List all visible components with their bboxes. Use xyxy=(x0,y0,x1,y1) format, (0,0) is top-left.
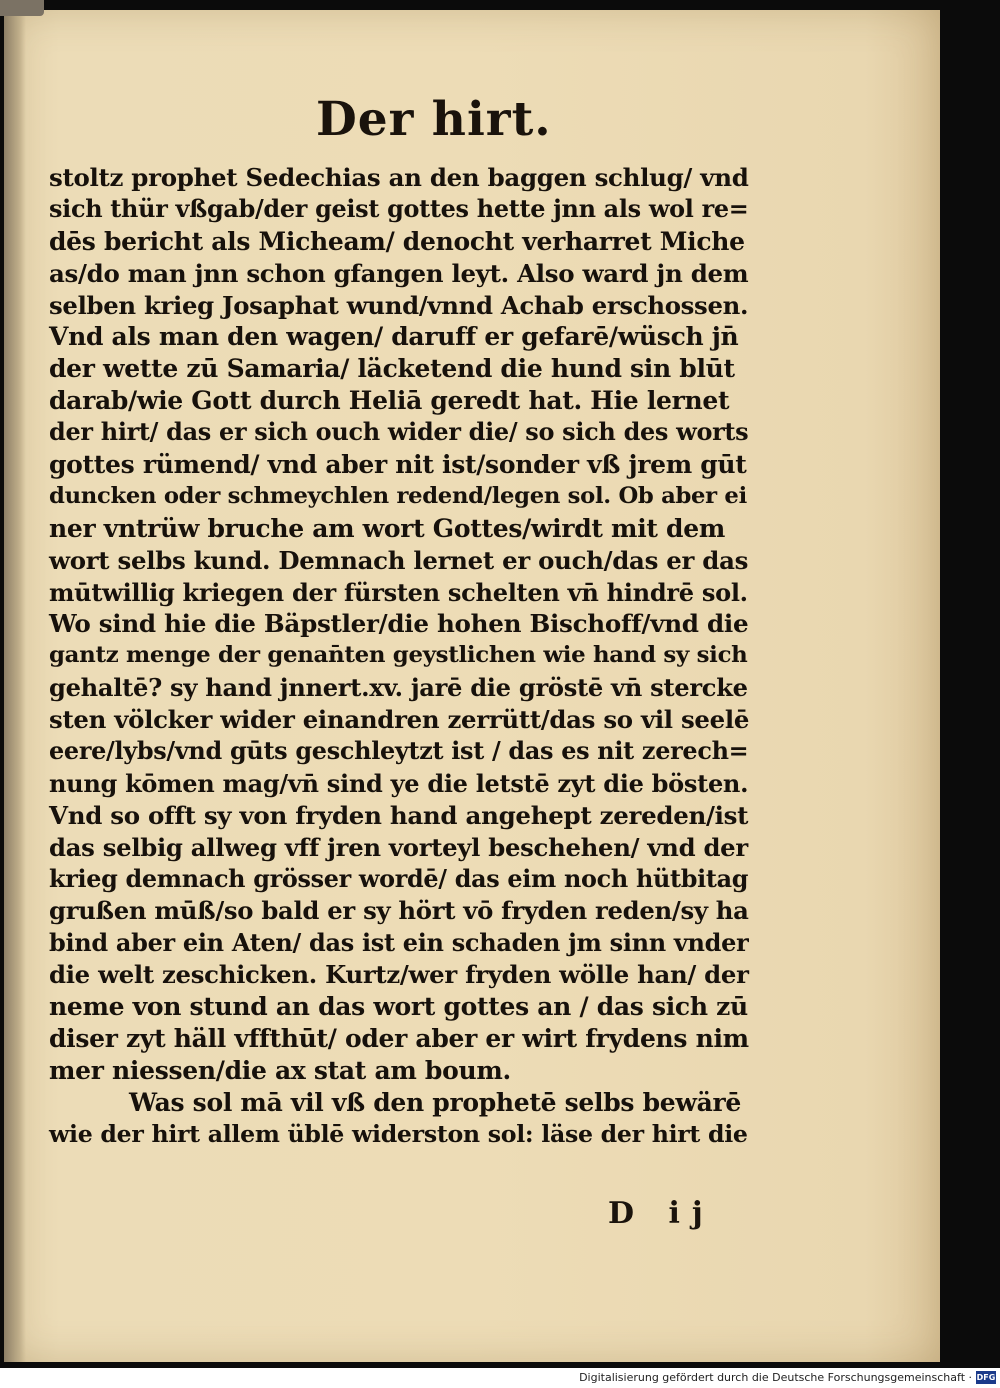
funding-credit: Digitalisierung gefördert durch die Deutsche Forschungsgemeinschaft · xyxy=(579,1371,972,1384)
dfg-logo-icon: DFG xyxy=(976,1373,996,1382)
text-line: bind aber ein Aten/ das ist ein schaden jm sinn vnder xyxy=(49,928,749,958)
book-page xyxy=(4,10,940,1362)
text-line: neme von stund an das wort gottes an / das sich zū xyxy=(49,992,748,1022)
text-line: diser zyt häll vffthūt/ oder aber er wirt frydens nim xyxy=(49,1024,749,1054)
text-line: mūtwillig kriegen der fürsten schelten vn̄ hindrē sol. xyxy=(49,577,748,607)
text-line: Vnd so offt sy von fryden hand angehept zereden/ist xyxy=(49,800,749,830)
text-line: Vnd als man den wagen/ daruff er gefarē/wüsch jn̄ xyxy=(49,322,739,352)
text-line: darab/wie Gott durch Heliā geredt hat. Hie lernet xyxy=(49,386,730,416)
text-line: wort selbs kund. Demnach lernet er ouch/das er das xyxy=(49,545,749,575)
text-line: Was sol mā vil vß den prophetē selbs bewärē xyxy=(129,1087,741,1117)
text-line: as/do man jnn schon gfangen leyt. Also ward jn dem xyxy=(49,258,749,288)
text-line: gottes rümend/ vnd aber nit ist/sonder vß jrem gūt xyxy=(49,450,747,480)
body-text xyxy=(49,162,749,1151)
text-line: das selbig allweg vff jren vorteyl beschehen/ vnd der xyxy=(49,832,748,862)
text-line: krieg demnach grösser wordē/ das eim noch hütbitag xyxy=(49,864,749,893)
scan-corner-tab xyxy=(0,0,44,16)
text-line: stoltz prophet Sedechias an den baggen schlug/ vnd xyxy=(49,163,749,192)
text-line: eere/lybs/vnd gūts geschleytzt ist / das es nit zerech= xyxy=(49,737,749,766)
text-line: gehaltē? sy hand jnnert.xv. jarē die gröstē vn̄ stercke xyxy=(49,673,748,703)
text-line: duncken oder schmeychlen redend/legen sol. Ob aber ei xyxy=(49,482,747,509)
footer-bar xyxy=(0,1368,1000,1388)
text-line: ner vntrüw bruche am wort Gottes/wirdt mit dem xyxy=(49,513,725,543)
text-line: wie der hirt allem üblē widerston sol: läse der hirt die xyxy=(49,1119,748,1148)
text-line: sten völcker wider einandren zerrütt/das so vil seelē xyxy=(49,705,750,735)
signature-mark: D ij xyxy=(608,1196,715,1231)
text-line: grußen mūß/so bald er sy hört vō fryden reden/sy ha xyxy=(49,896,749,926)
running-head: Der hirt. xyxy=(316,92,552,147)
text-line: der hirt/ das er sich ouch wider die/ so sich des worts xyxy=(49,418,749,447)
text-line: sich thür vßgab/der geist gottes hette jnn als wol re= xyxy=(49,194,749,223)
text-line: der wette zū Samaria/ läcketend die hund sin blūt xyxy=(49,354,735,384)
text-line: nung kōmen mag/vn̄ sind ye die letstē zyt die bösten. xyxy=(49,768,749,798)
text-line: gantz menge der genan̄ten geystlichen wie hand sy sich xyxy=(49,642,748,669)
text-line: Wo sind hie die Bäpstler/die hohen Bischoff/vnd die xyxy=(49,609,749,639)
text-line: selben krieg Josaphat wund/vnnd Achab erschossen. xyxy=(49,290,749,320)
text-line: mer niessen/die ax stat am boum. xyxy=(49,1055,511,1085)
text-line: dēs bericht als Micheam/ denocht verharret Miche xyxy=(49,226,745,256)
page-gutter-edge xyxy=(4,10,26,1362)
text-line: die welt zeschicken. Kurtz/wer fryden wölle han/ der xyxy=(49,960,749,990)
